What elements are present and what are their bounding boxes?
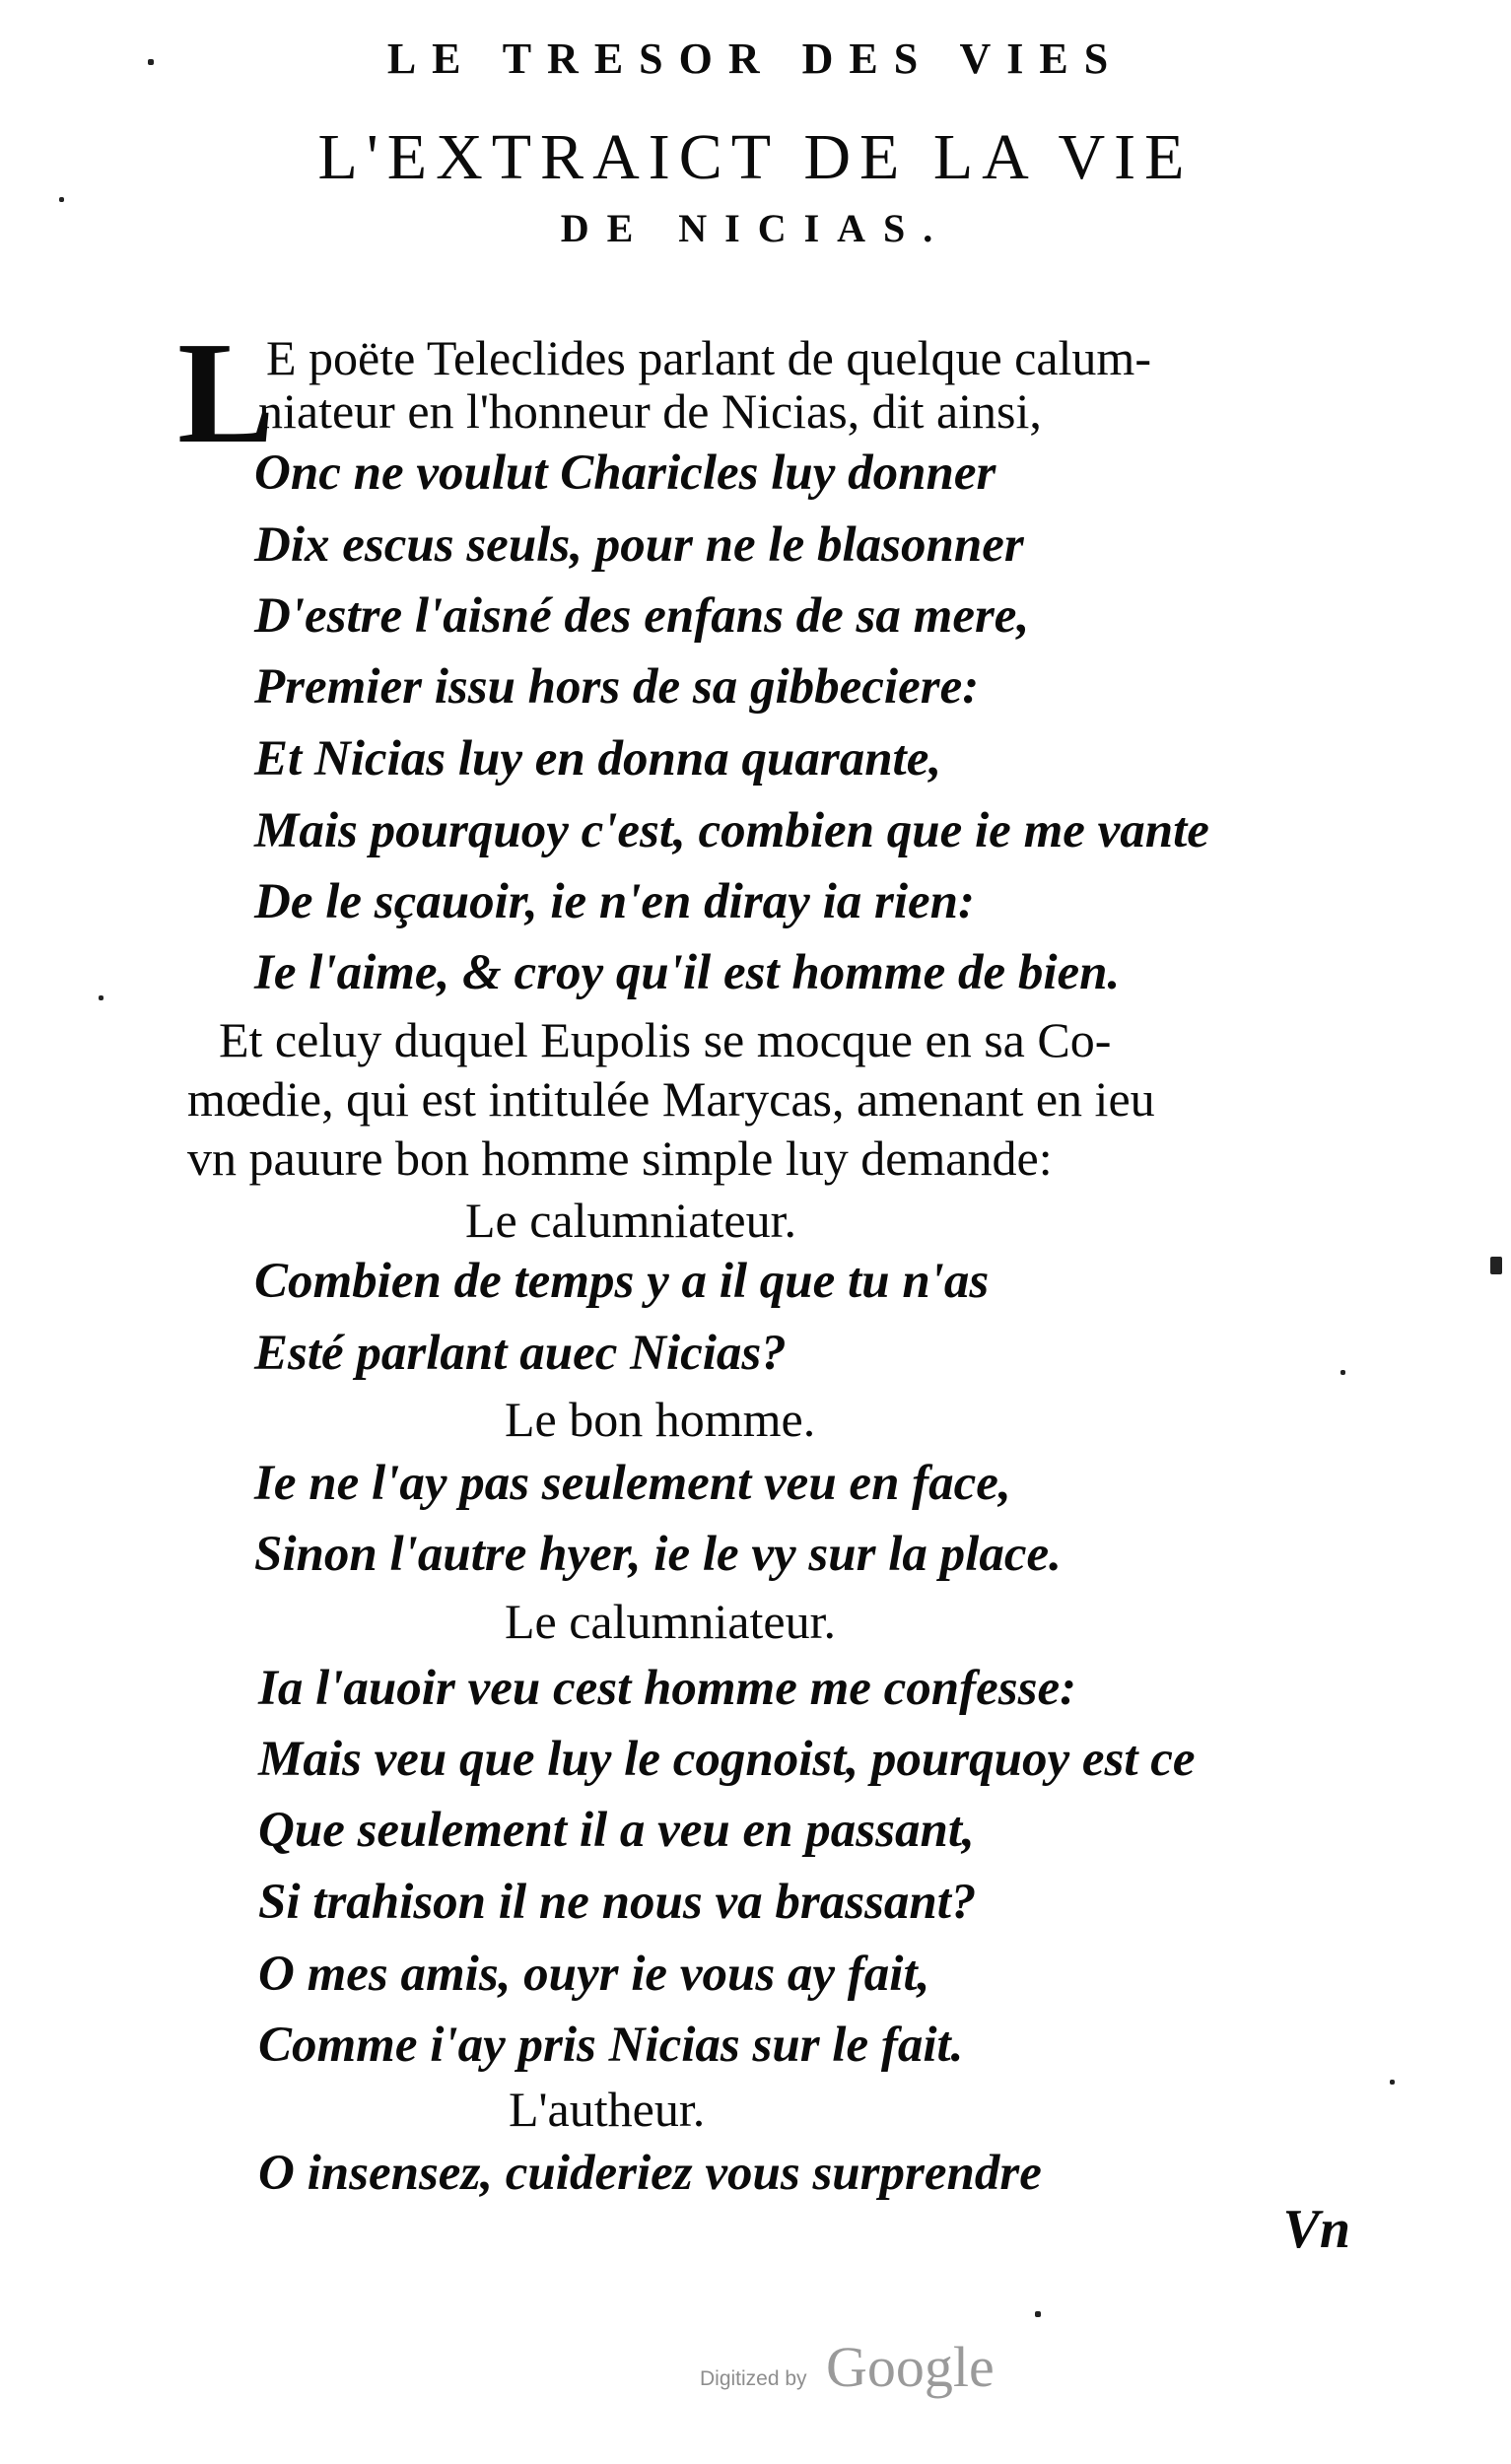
text-line: vn pauure bon homme simple luy demande: [187,1130,1053,1186]
scan-speck [99,995,103,1000]
verse-line: Sinon l'autre hyer, ie le vy sur la place. [254,1527,1062,1582]
text-line: niateur en l'honneur de Nicias, dit ainsi, [258,383,1042,439]
verse-line: Ie ne l'ay pas seulement veu en face, [254,1456,1011,1511]
verse-line: Combien de temps y a il que tu n'as [254,1254,990,1309]
speaker-label: Le calumniateur. [465,1193,796,1248]
text-line: mœdie, qui est intitulée Marycas, amenant en ieu [187,1071,1155,1127]
speaker-label: Le bon homme. [505,1392,816,1447]
text-line: Et celuy duquel Eupolis se mocque en sa Co- [219,1012,1112,1067]
scan-speck [1490,1257,1502,1274]
speaker-label: L'autheur. [509,2082,706,2137]
verse-line: Mais veu que luy le cognoist, pourquoy est ce [258,1732,1196,1787]
verse-line: O mes amis, ouyr ie vous ay fait, [258,1947,930,2002]
verse-line: Comme i'ay pris Nicias sur le fait. [258,2018,964,2073]
verse-line: O insensez, cuideriez vous surprendre [258,2146,1042,2201]
watermark-caption: Digitized by [700,2367,807,2390]
verse-line: D'estre l'aisné des enfans de sa mere, [254,588,1030,644]
scan-speck [1390,2080,1395,2085]
verse-line: Premier issu hors de sa gibbeciere: [254,659,980,715]
catchword: Vn [1282,2199,1350,2260]
verse-line: Que seulement il a veu en passant, [258,1803,975,1858]
verse-line: De le sçauoir, ie n'en diray ia rien: [254,874,975,929]
digitization-watermark [700,2334,1015,2403]
verse-line: Mais pourquoy c'est, combien que ie me vante [254,803,1209,858]
chapter-subtitle: DE NICIAS. [560,206,951,250]
scan-speck [148,59,154,65]
running-head: LE TRESOR DES VIES [386,34,1125,83]
text-line: E poëte Teleclides parlant de quelque calum- [266,330,1151,385]
verse-line: Ia l'auoir veu cest homme me confesse: [258,1661,1077,1716]
scan-speck [1035,2311,1041,2317]
verse-line: Onc ne voulut Charicles luy donner [254,445,996,501]
google-logo: Google [826,2335,995,2399]
verse-line: Ie l'aime, & croy qu'il est homme de bien. [254,945,1121,1000]
verse-line: Et Nicias luy en donna quarante, [254,731,942,787]
drop-cap: L [177,312,275,474]
scan-speck [59,197,64,202]
verse-line: Dix escus seuls, pour ne le blasonner [254,517,1024,573]
speaker-label: Le calumniateur. [505,1594,836,1649]
chapter-title: L'EXTRAICT DE LA VIE [317,121,1194,193]
verse-line: Esté parlant auec Nicias? [254,1326,787,1381]
scan-speck [1340,1370,1345,1375]
verse-line: Si trahison il ne nous va brassant? [258,1875,977,1930]
